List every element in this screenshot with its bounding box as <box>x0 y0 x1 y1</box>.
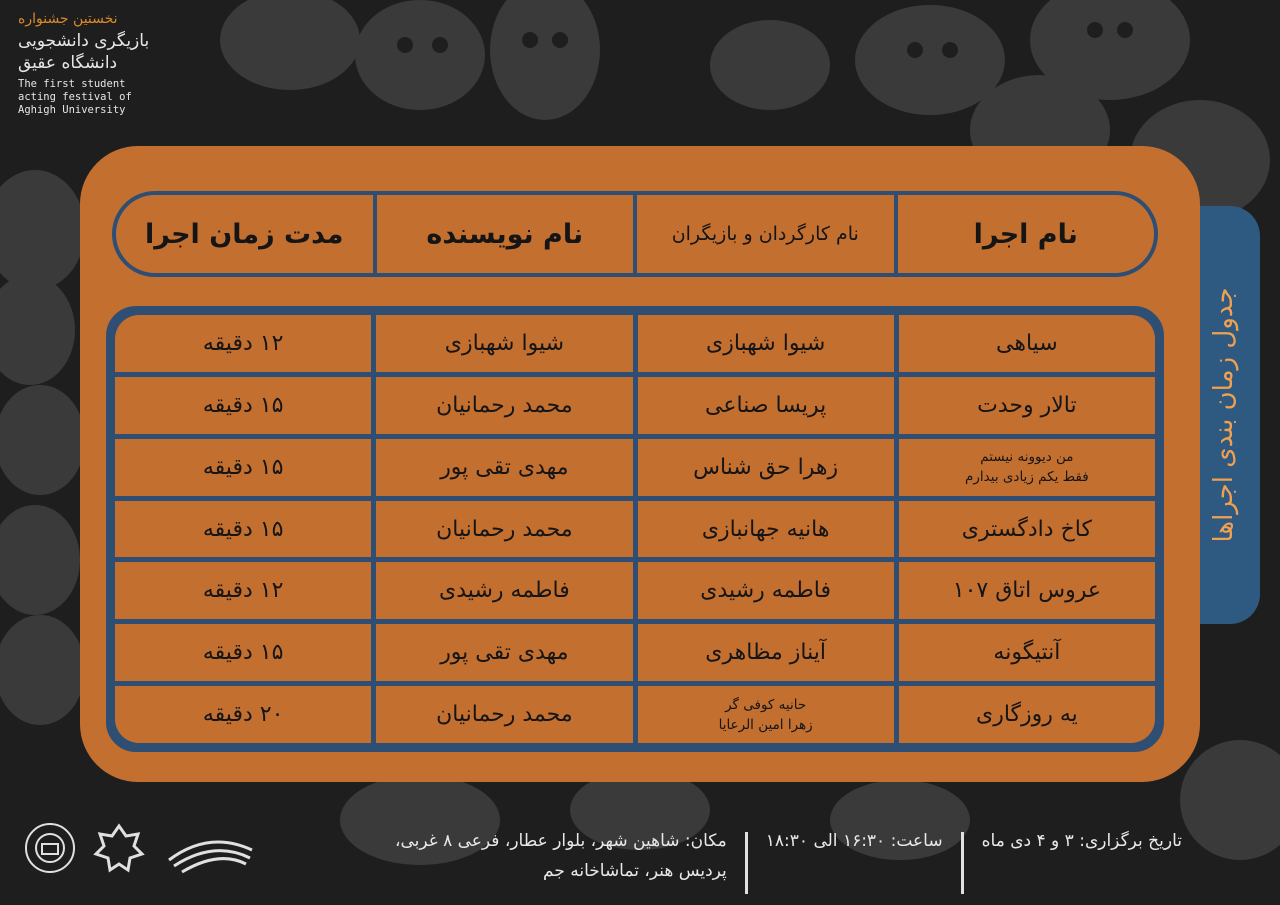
cell-writer: محمد رحمانیان <box>376 686 632 743</box>
cell-director: هانیه جهانبازی <box>638 501 894 558</box>
cell-director-line-2: زهرا امین الرعایا <box>718 716 813 733</box>
festival-logo <box>18 8 168 160</box>
cell-director-line-1: حانیه کوفی گر <box>725 696 807 713</box>
cell-title <box>899 439 1155 496</box>
cell-director: پریسا صناعی <box>638 377 894 434</box>
schedule-title: جدول زمان بندی اجراها <box>1209 287 1239 543</box>
festival-title-en-2: acting festival of <box>18 91 132 103</box>
cell-director: آیناز مظاهری <box>638 624 894 681</box>
event-date: تاریخ برگزاری: ۳ و ۴ دی ماه <box>981 831 1182 851</box>
table-row <box>115 686 1155 743</box>
cell-duration: ۱۲ دقیقه <box>115 315 371 372</box>
cell-writer: مهدی تقی پور <box>376 624 632 681</box>
cell-title: سیاهی <box>899 315 1155 372</box>
sponsor-logos <box>24 820 264 880</box>
header-director: نام کارگردان و بازیگران <box>637 195 898 273</box>
header-writer: نام نویسنده <box>377 195 638 273</box>
cell-director: شیوا شهبازی <box>638 315 894 372</box>
swoosh-logo-icon <box>169 842 252 872</box>
cell-director <box>638 686 894 743</box>
cell-title: آنتیگونه <box>899 624 1155 681</box>
cell-duration: ۱۲ دقیقه <box>115 562 371 619</box>
table-row <box>115 315 1155 372</box>
cell-writer: مهدی تقی پور <box>376 439 632 496</box>
cell-writer: فاطمه رشیدی <box>376 562 632 619</box>
festival-title-en-3: Aghigh University <box>18 104 126 116</box>
cell-writer: محمد رحمانیان <box>376 501 632 558</box>
cell-title: عروس اتاق ۱۰۷ <box>899 562 1155 619</box>
cell-director: زهرا حق شناس <box>638 439 894 496</box>
cell-director: فاطمه رشیدی <box>638 562 894 619</box>
festival-title-fa-3: دانشگاه عقیق <box>18 53 118 73</box>
cell-writer: محمد رحمانیان <box>376 377 632 434</box>
cell-title: تالار وحدت <box>899 377 1155 434</box>
event-place-line-1: مکان: شاهین شهر، بلوار عطار، فرعی ۸ غربی، <box>395 831 727 851</box>
cell-title-line-1: من دیوونه نیستم <box>980 449 1074 466</box>
star-emblem-icon <box>96 826 142 870</box>
university-seal-icon <box>26 824 74 872</box>
event-info-footer <box>320 826 1200 896</box>
schedule-table <box>106 306 1164 752</box>
cell-duration: ۱۵ دقیقه <box>115 377 371 434</box>
header-title: نام اجرا <box>973 218 1078 250</box>
cell-title: یه روزگاری <box>899 686 1155 743</box>
festival-title-en-1: The first student <box>18 78 126 90</box>
cell-duration: ۱۵ دقیقه <box>115 624 371 681</box>
cell-title: کاخ دادگستری <box>899 501 1155 558</box>
table-row <box>115 624 1155 681</box>
cell-duration: ۱۵ دقیقه <box>115 501 371 558</box>
table-row <box>115 439 1155 496</box>
table-row <box>115 377 1155 434</box>
footer-divider <box>745 832 748 894</box>
event-place-line-2: پردیس هنر، تماشاخانه جم <box>543 861 727 881</box>
cell-duration: ۱۵ دقیقه <box>115 439 371 496</box>
header-duration: مدت زمان اجرا <box>116 195 377 273</box>
festival-title-fa-2: بازیگری دانشجویی <box>18 31 150 51</box>
table-row <box>115 562 1155 619</box>
event-place <box>377 826 745 886</box>
table-header <box>112 191 1158 277</box>
cell-writer: شیوا شهبازی <box>376 315 632 372</box>
cell-title-line-2: فقط یکم زیادی بیدارم <box>965 469 1089 486</box>
cell-duration: ۲۰ دقیقه <box>115 686 371 743</box>
festival-title-fa-1: نخستین جشنواره <box>18 11 118 27</box>
table-row <box>115 501 1155 558</box>
event-time: ساعت: ۱۶:۳۰ الی ۱۸:۳۰ <box>765 831 943 851</box>
footer-divider <box>961 832 964 894</box>
